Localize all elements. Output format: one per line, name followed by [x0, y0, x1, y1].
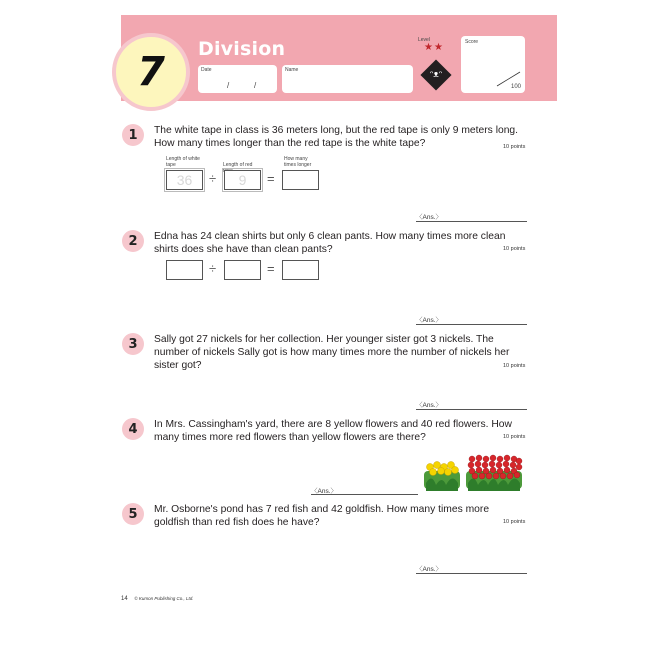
divisor-box[interactable]: 9	[224, 170, 261, 190]
divide-sign: ÷	[209, 171, 217, 186]
question-text: Edna has 24 clean shirts but only 6 clean pants. How many times more clean shirts does she have than clean pants?	[154, 231, 506, 255]
question-number: 1	[122, 124, 144, 146]
divide-sign: ÷	[209, 261, 217, 276]
question-text: Sally got 27 nickels for her collection. Her younger sister got 3 nickels. The number of nickels Sally got is how many times more the number of nickels her sister got?	[154, 334, 510, 371]
answer-line[interactable]	[416, 324, 527, 325]
name-label: Name	[285, 67, 299, 73]
name-field[interactable]	[282, 65, 413, 93]
answer-line[interactable]	[416, 573, 527, 574]
red-flowers-icon	[466, 455, 522, 491]
question-number: 2	[122, 230, 144, 252]
answer-label: 〈Ans.〉	[416, 214, 443, 221]
points-label: 10 points	[503, 144, 526, 150]
page-footer	[121, 596, 193, 602]
question-1	[122, 124, 527, 224]
level-stars: ★★	[424, 42, 444, 53]
question-number: 4	[122, 418, 144, 440]
answer-line[interactable]	[416, 221, 527, 222]
date-label: Date	[201, 67, 212, 73]
level-label: Level	[418, 37, 430, 43]
box-label: Length of red	[223, 162, 253, 168]
points-label: 10 points	[503, 246, 526, 252]
question-5	[122, 503, 527, 579]
question-text: The white tape in class is 36 meters long, but the red tape is only 9 meters long. How many times longer than the red tape is the white tape?	[154, 125, 519, 149]
face-icon: ᵔᴥᵔ	[429, 69, 443, 79]
unit-number: 7	[137, 49, 165, 95]
points-label: 10 points	[503, 519, 526, 525]
box-label: Length of white tape	[166, 156, 200, 168]
unit-number-badge	[112, 33, 190, 111]
result-box[interactable]	[282, 170, 319, 190]
date-separator: /	[227, 81, 230, 90]
equals-sign: =	[267, 261, 275, 276]
answer-label: 〈Ans.〉	[416, 402, 443, 409]
result-box[interactable]	[282, 260, 319, 280]
dividend-box[interactable]: 36	[166, 170, 203, 190]
points-label: 10 points	[503, 363, 526, 369]
flowers-illustration	[422, 453, 524, 493]
page-title: Division	[198, 38, 286, 60]
question-text: Mr. Osborne's pond has 7 red fish and 42 goldfish. How many times more goldfish than red fish does he have?	[154, 504, 490, 528]
answer-label: 〈Ans.〉	[311, 488, 338, 495]
question-3	[122, 333, 527, 413]
answer-label: 〈Ans.〉	[416, 566, 443, 573]
copyright: © Kumon Publishing Co., Ltd.	[134, 596, 194, 601]
question-number: 5	[122, 503, 144, 525]
answer-line[interactable]	[416, 409, 527, 410]
equals-sign: =	[267, 171, 275, 186]
question-text: In Mrs. Cassingham's yard, there are 8 yellow flowers and 40 red flowers. How many times more red flowers than yellow flowers are there?	[154, 419, 512, 443]
page-number: 14	[121, 596, 128, 602]
points-label: 10 points	[503, 434, 526, 440]
dividend-box[interactable]	[166, 260, 203, 280]
yellow-flowers-icon	[424, 462, 460, 492]
date-separator: /	[254, 81, 257, 90]
box-label: How many times longer	[284, 156, 312, 168]
answer-line[interactable]	[311, 494, 418, 495]
question-number: 3	[122, 333, 144, 355]
score-total: 100	[511, 84, 522, 90]
question-2	[122, 230, 527, 330]
divisor-box[interactable]	[224, 260, 261, 280]
answer-label: 〈Ans.〉	[416, 317, 443, 324]
score-label: Score	[465, 39, 479, 45]
